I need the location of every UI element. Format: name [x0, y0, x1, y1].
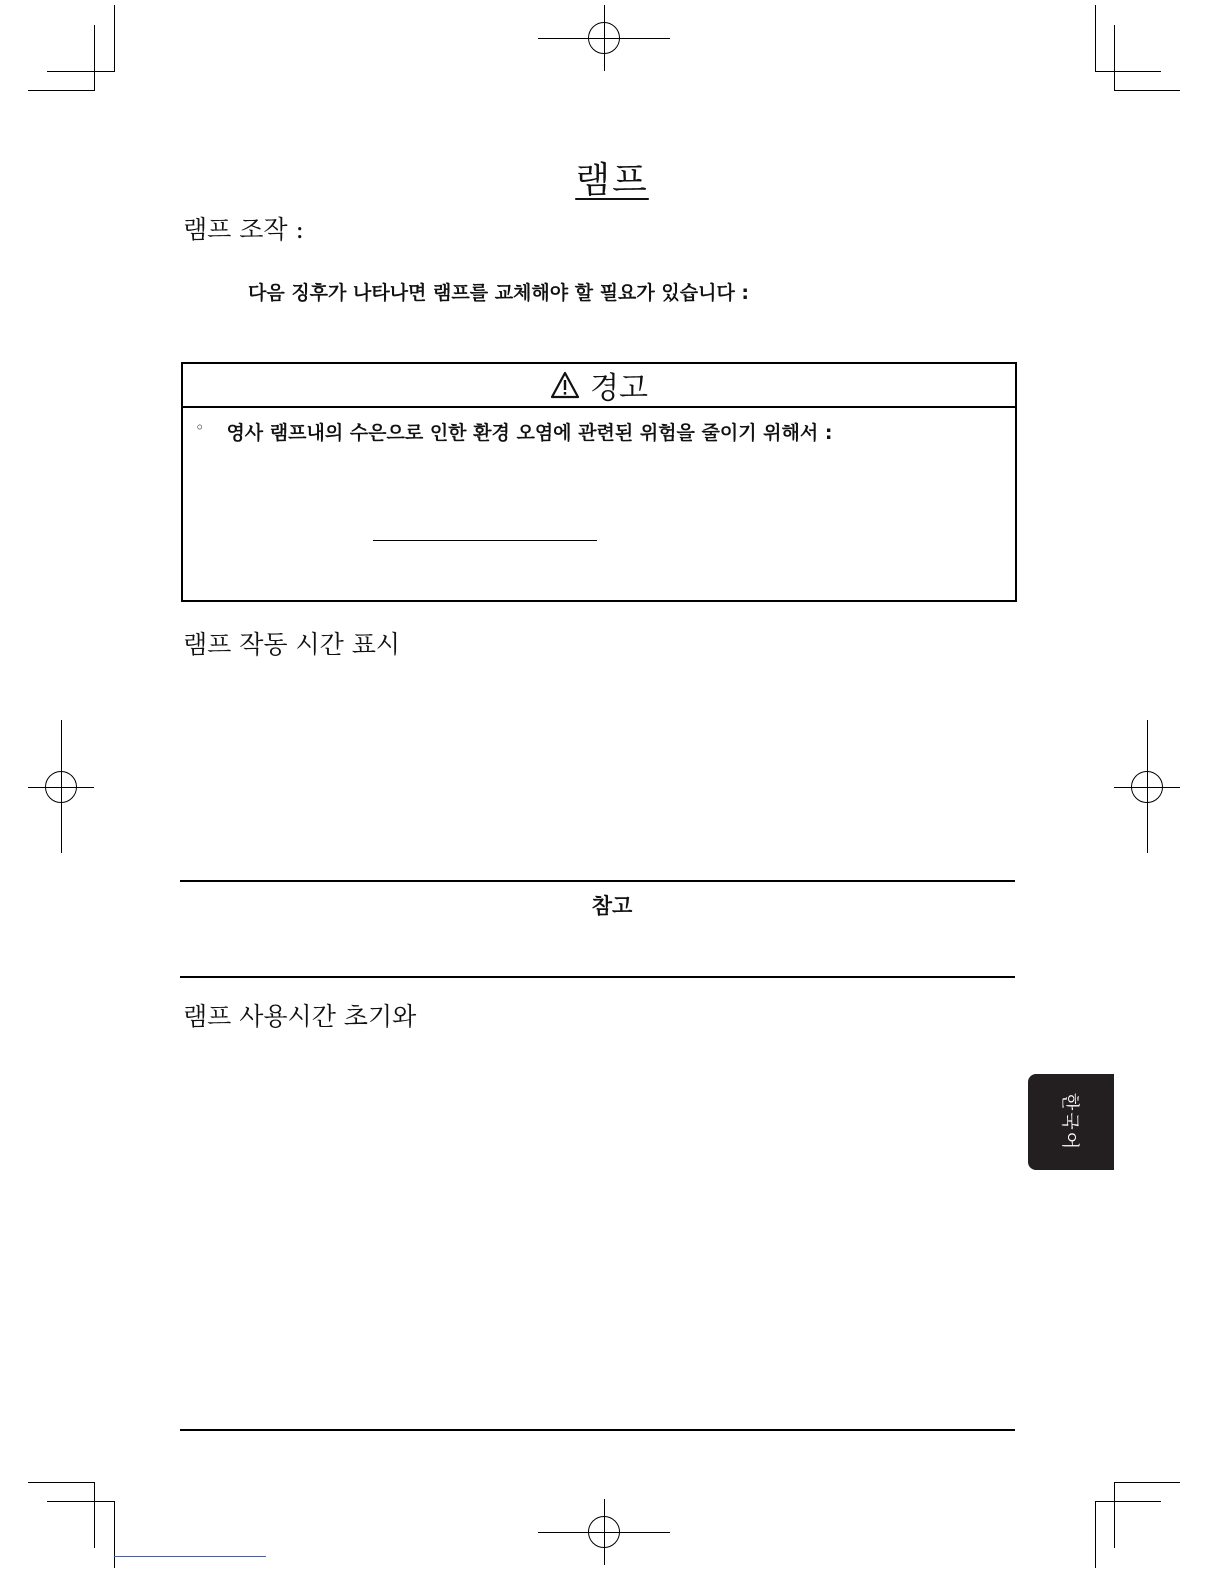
- language-side-tab: [1028, 1074, 1114, 1170]
- warning-header: [183, 364, 1015, 408]
- section-heading-lamp-reset: 램프 사용시간 초기와: [183, 1002, 417, 1031]
- page-title: 램프: [575, 160, 649, 201]
- bullet-icon: ◦: [195, 418, 205, 437]
- warning-item-text: 영사 램프내의 수은으로 인한 환경 오염에 관련된 위험을 줄이기 위해서 :: [226, 422, 833, 444]
- bottom-edge-line: [114, 1556, 266, 1557]
- warning-triangle-icon: [550, 371, 580, 399]
- section-heading-lamp-operation: 램프 조작 :: [183, 215, 304, 244]
- warning-list-item: [195, 418, 832, 445]
- intro-text: 다음 징후가 나타나면 램프를 교체해야 할 필요가 있습니다 :: [248, 282, 750, 304]
- warning-underline-rule: [373, 540, 597, 541]
- section-heading-lamp-hours: 램프 작동 시간 표시: [183, 630, 401, 659]
- language-tab-label: 한국어: [1059, 1092, 1080, 1152]
- note-title: 참고: [591, 894, 633, 918]
- footer-rule: [180, 1429, 1015, 1431]
- note-rule-top: [180, 880, 1015, 882]
- note-rule-bottom: [180, 976, 1015, 978]
- warning-title: 경고: [590, 371, 648, 406]
- warning-box: [181, 362, 1017, 602]
